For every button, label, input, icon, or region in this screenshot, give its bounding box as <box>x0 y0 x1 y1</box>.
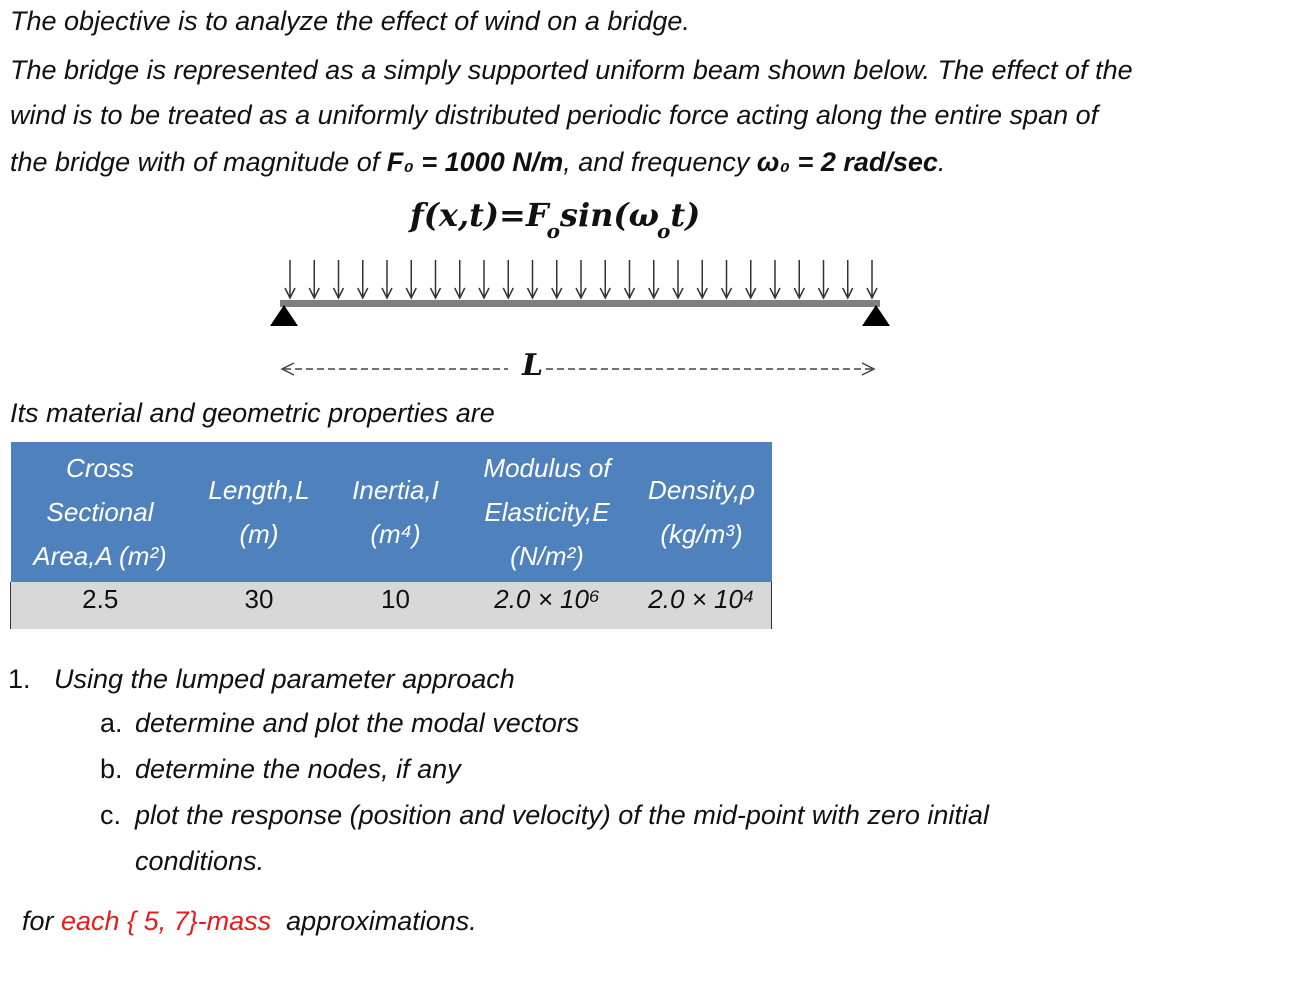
header-density-line-2: (kg/m³) <box>660 519 743 549</box>
force-magnitude: F₀ = 1000 N/m <box>386 147 564 177</box>
header-area-line-2: Sectional <box>46 497 154 527</box>
header-inertia <box>329 442 463 582</box>
item-a-label: a. <box>100 708 123 738</box>
table-row <box>11 582 772 629</box>
beam <box>280 300 880 307</box>
intro-line-4 <box>10 147 945 178</box>
header-length-line-1: Length,L <box>208 475 310 505</box>
header-area-line-1: Cross <box>66 453 134 483</box>
header-length <box>190 442 329 582</box>
properties-table <box>10 442 772 629</box>
item-1-number: 1. <box>8 664 31 694</box>
value-modulus: 2.0 × 10⁶ <box>463 582 632 629</box>
footer-highlight: each { 5, 7}-mass <box>61 906 272 936</box>
item-1-text: Using the lumped parameter approach <box>54 664 515 694</box>
header-inertia-line-2: (m⁴) <box>370 519 421 549</box>
value-area: 2.5 <box>11 582 190 629</box>
value-density: 2.0 × 10⁴ <box>632 582 772 629</box>
formula-sub-1: o <box>546 219 560 243</box>
intro-line-4-mid: , and frequency <box>563 147 757 177</box>
formula-end: t) <box>670 196 701 234</box>
load-formula <box>410 196 700 243</box>
intro-line-2: The bridge is represented as a simply supported uniform beam shown below. The effect of the <box>10 55 1133 85</box>
intro-line-4-pre: the bridge with of magnitude of <box>10 147 387 177</box>
formula-main: f(x,t)=F <box>410 196 549 234</box>
item-a-text: determine and plot the modal vectors <box>135 708 580 738</box>
header-area-line-3: Area,A (m²) <box>33 541 167 571</box>
load-arrows <box>285 260 877 298</box>
header-density-line-1: Density,ρ <box>648 475 755 505</box>
value-length: 30 <box>190 582 329 629</box>
force-frequency: ω₀ = 2 rad/sec <box>756 147 938 177</box>
header-length-line-2: (m) <box>239 519 279 549</box>
intro-line-4-end: . <box>937 147 946 177</box>
header-modulus-line-1: Modulus of <box>483 453 611 483</box>
properties-intro: Its material and geometric properties are <box>10 398 495 428</box>
header-density <box>632 442 772 582</box>
header-modulus-line-2: Elasticity,E <box>484 497 610 527</box>
intro-line-3: wind is to be treated as a uniformly distributed periodic force acting along the entire span of <box>10 100 1099 130</box>
item-b-text: determine the nodes, if any <box>135 754 461 784</box>
header-area <box>11 442 190 582</box>
item-c-label: c. <box>100 800 122 830</box>
header-modulus-line-3: (N/m²) <box>510 541 584 571</box>
footer-post: approximations. <box>271 906 477 936</box>
header-modulus <box>463 442 632 582</box>
item-b-label: b. <box>100 754 123 784</box>
right-support-icon <box>862 305 890 326</box>
value-inertia: 10 <box>329 582 463 629</box>
header-inertia-line-1: Inertia,I <box>352 475 439 505</box>
footer-note <box>22 906 477 937</box>
footer-pre: for <box>22 906 62 936</box>
item-c-text-line-1: plot the response (position and velocity) of the mid-point with zero initial <box>135 800 989 830</box>
left-support-icon <box>270 305 298 326</box>
table-header-row <box>11 442 772 582</box>
intro-line-1: The objective is to analyze the effect of wind on a bridge. <box>10 6 690 36</box>
formula-mid: sin(ω <box>559 196 659 234</box>
item-c-text-line-2: conditions. <box>135 846 265 876</box>
span-label: L <box>522 348 544 383</box>
formula-sub-2: o <box>656 219 671 243</box>
beam-diagram <box>260 250 900 390</box>
